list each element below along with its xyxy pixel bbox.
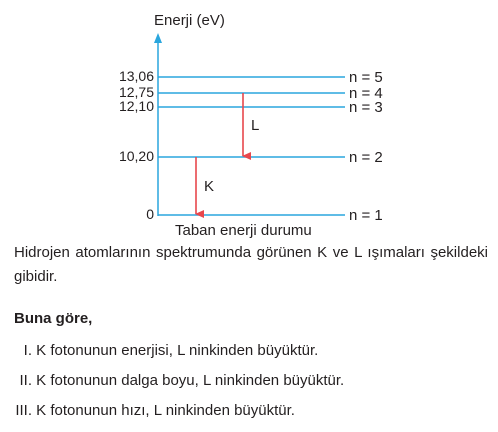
transition-k-label: K	[204, 178, 215, 195]
level-n-label-n5: n = 5	[349, 69, 383, 86]
transitions	[196, 93, 259, 214]
level-n-label-n4: n = 4	[349, 85, 383, 102]
ground-state-label: Taban enerji durumu	[175, 222, 312, 239]
statement-3-number: III.	[15, 402, 32, 419]
statement-1-text: K fotonunun enerjisi, L ninkinden büyüktür.	[36, 342, 319, 359]
level-energy-label-n2: 10,20	[118, 148, 154, 164]
statement-2-number: II.	[19, 372, 32, 389]
statement-1-number: I.	[23, 342, 32, 359]
axis-label: Enerji (eV)	[154, 12, 225, 29]
level-n-label-n3: n = 3	[349, 99, 383, 116]
level-energy-label-n5: 13,06	[118, 68, 154, 84]
level-energy-label-n3: 12,10	[118, 98, 154, 114]
level-n-label-n2: n = 2	[349, 149, 383, 166]
statement-3-text: K fotonunun hızı, L ninkinden büyüktür.	[36, 402, 295, 419]
energy-axis-arrowhead	[154, 33, 162, 43]
statement-3	[14, 402, 295, 419]
statement-2	[14, 372, 344, 389]
question-paragraph: Hidrojen atomlarının spektrumunda görünen K ve L ışımaları şekildeki gibidir.	[14, 244, 488, 285]
statement-1	[14, 342, 318, 359]
transition-l-label: L	[251, 117, 260, 134]
level-n-label-n1: n = 1	[349, 207, 383, 224]
level-energy-label-n4: 12,75	[118, 84, 154, 100]
level-energy-label-n1: 0	[146, 206, 154, 222]
question-heading: Buna göre,	[14, 310, 93, 327]
statement-2-text: K fotonunun dalga boyu, L ninkinden büyüktür.	[36, 372, 345, 389]
